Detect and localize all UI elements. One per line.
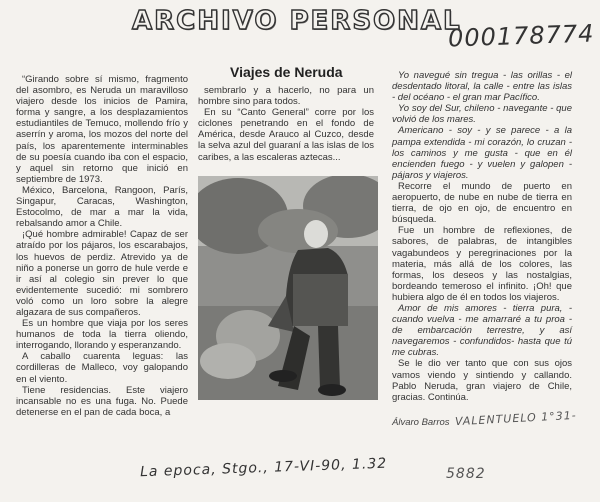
paragraph: Recorre el mundo de puerto en aeropuerto, de nube en nube de tierra en tierra, de ojo en ojo, de encuentro en búsqueda. [392,180,572,226]
article-title: Viajes de Neruda [230,64,343,80]
paragraph: “Girando sobre sí mismo, fragmento del asombro, es Neruda un maravilloso viajero desde los inicios de Pamira, forma y sangre, a los desplazamientos estudiantiles de Temuco, mollendo frío y aserrín y aroma, los mozos del norte del país, los aparentemente interminables de su poesía cuando iba con el espacio, y aquel sin retorno que inició en septiembre de 1973. [16,74,188,185]
author-byline: Álvaro Barros [392,417,450,428]
poem-excerpt: Amor de mis amores - tierra pura, - cuando vuelva - me amarraré a tu proa - de embarcación terrestre, y así navegaremos - confundidos- hasta que tú me cubras. [392,302,572,359]
paragraph: sembrarlo y a hacerlo, no para un hombre sino para todos. [198,85,374,108]
paragraph: Se le dio ver tanto que con sus ojos vamos viendo y sintiendo y callando. Pablo Neruda, gran viajero de Chile, gracias. Continúa. [392,358,572,403]
neruda-photo [198,176,378,400]
section-header: ARCHIVO PERSONAL [132,6,462,36]
catalog-number: 000178774 [447,19,595,53]
paragraph: En su “Canto General” corre por los ciclones penetrando en el fondo de América, desde Arauco al Cuzco, desde la selva azul del guaraní a las islas de los caribes, a las escaleras aztecas... [198,107,374,163]
paragraph: Es un hombre que viaja por los seres humanos de toda la tierra oliendo, interrogando, llorando y esperanzando. [16,318,188,352]
handwritten-code-note: 5882 [446,466,486,482]
article-column-right [392,70,572,403]
paragraph: Fue un hombre de reflexiones, de sabores, de palabras, de intangibles vagabundeos y peregrinaciones por la materia, más allá de los colores, las formas, los deseos y las nostalgias, bordeando temeroso el infinito. ¡Oh! que hubiera algo de él en todos los viajeros. [392,225,572,303]
article-column-left [16,74,188,418]
article-column-middle [198,85,374,163]
paragraph: Tiene residencias. Este viajero incansable no es una fuga. No. Puede detenerse en el pan de cada boca, a [16,384,188,418]
poem-excerpt: Yo soy del Sur, chileno - navegante - que volvió de los mares. [392,103,572,126]
handwritten-date-note: La epoca, Stgo., 17-VI-90, 1.32 [139,455,388,481]
paragraph: A caballo cuarenta leguas: las cordilleras de Malleco, voy galopando en el viento. [16,351,188,385]
paragraph: ¡Qué hombre admirable! Capaz de ser atraído por los pájaros, los escarabajos, los huevos de perdiz. Atrevido ya de niño a ponerse un gorro de hule verde e ir así al colegio sin prever lo que evidentemente sucedió: mi sombrero voló como un loro sobre la alegre algazara de sus compañeros. [16,229,188,318]
paragraph: México, Barcelona, Rangoon, París, Singapur, Caracas, Washington, Estocolmo, de mar a mar la vida, rebalsando amor a Chile. [16,184,188,230]
poem-excerpt: Americano - soy - y se parece - a la pampa extendida - mi corazón, lo cruzan - los caminos y me gusta - que en él encienden fuego - y vuelen y galopen - pájaros y viajeros. [392,125,572,181]
poem-excerpt: Yo navegué sin tregua - las orillas - el desdentado litoral, la calle - entre las islas - del océano - el gran mar Pacífico. [392,70,572,104]
handwritten-source-note: VALENTUELO 1°31- [454,408,578,429]
photo-illustration [198,176,378,400]
